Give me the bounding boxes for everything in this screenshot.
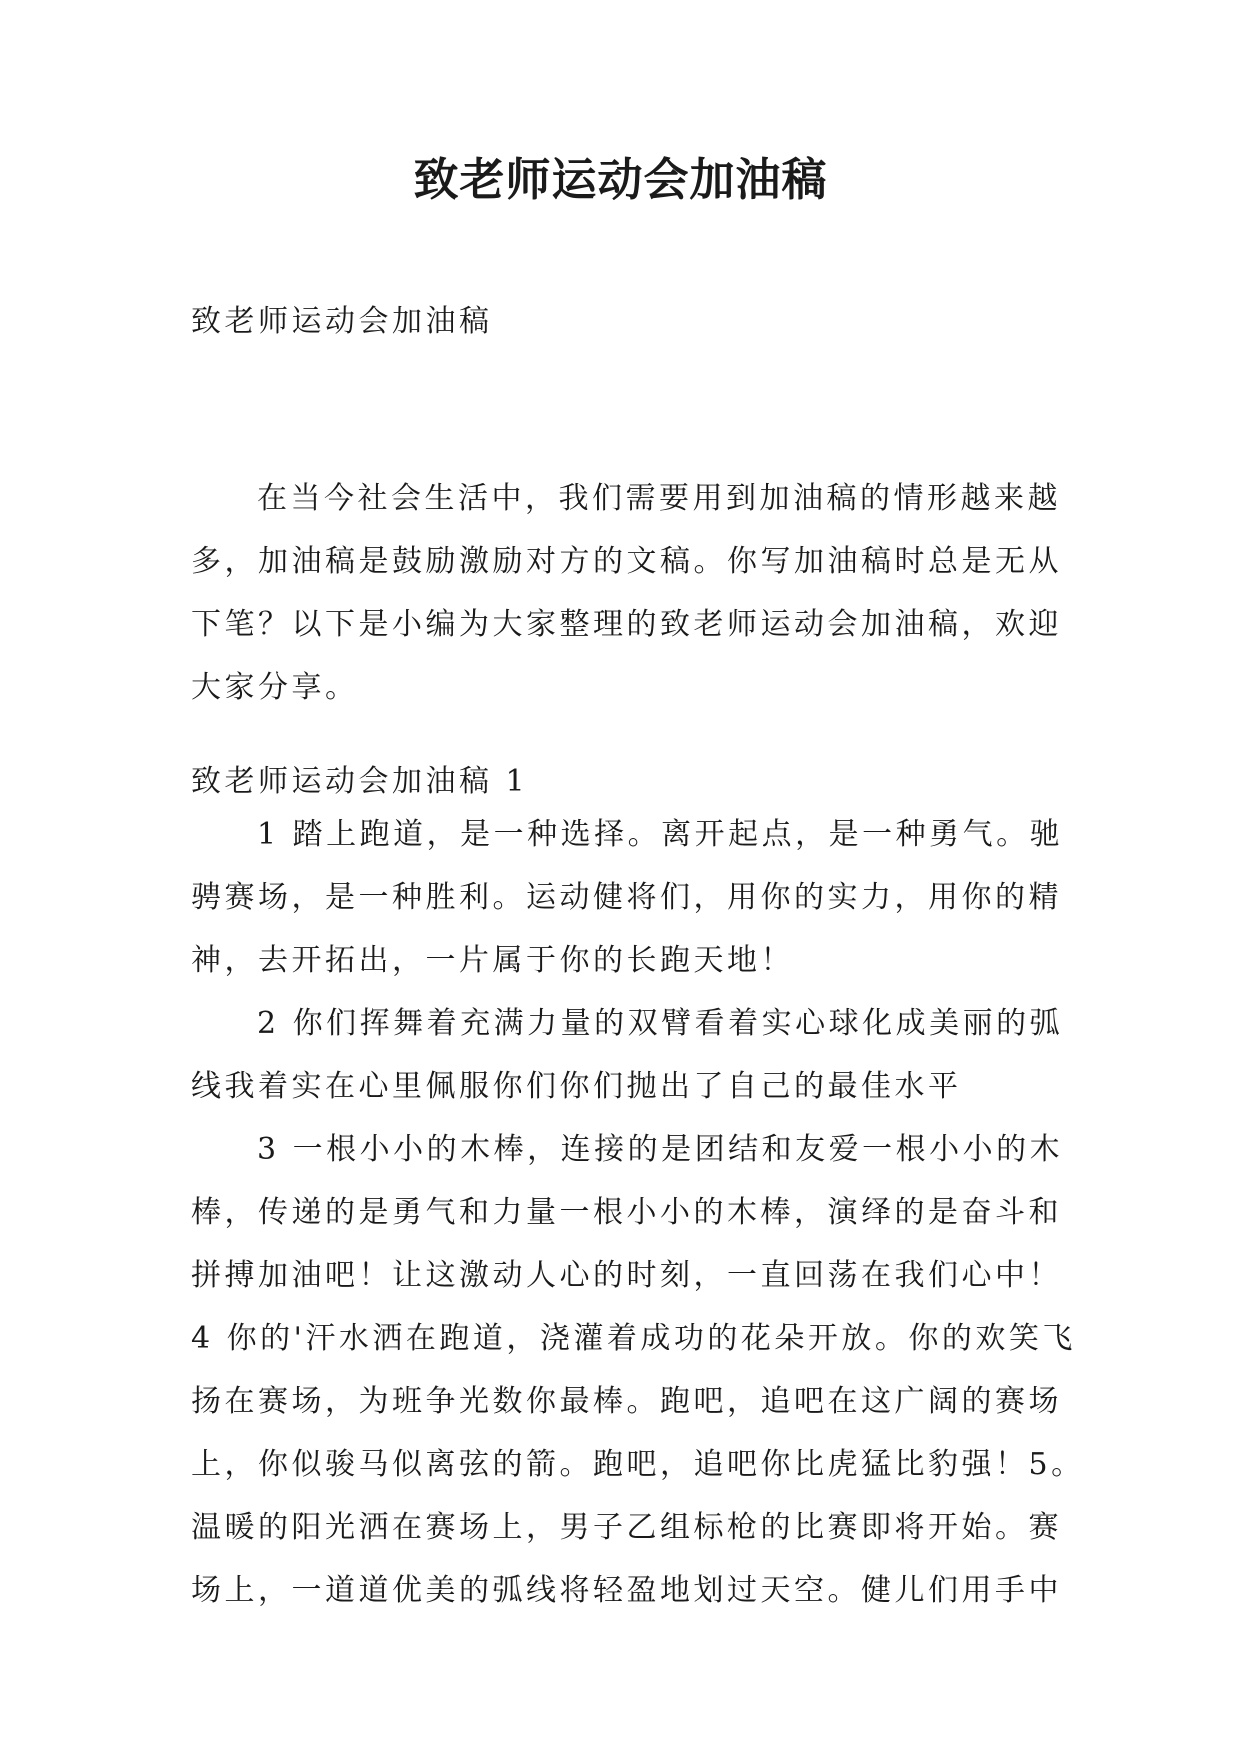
intro-line: 大家分享。: [191, 670, 359, 705]
entry-line: 神，去开拓出，一片属于你的长跑天地！: [191, 943, 794, 978]
cheer-entries: [191, 803, 1085, 1622]
entry-line: 温暖的阳光洒在赛场上，男子乙组标枪的比赛即将开始。赛: [191, 1510, 1062, 1545]
document-subtitle: 致老师运动会加油稿: [191, 304, 493, 339]
entry-line: 拼搏加油吧！让这激动人心的时刻，一直回荡在我们心中！: [191, 1258, 1062, 1293]
intro-paragraph: [191, 467, 1071, 719]
entry-line: 3 一根小小的木棒，连接的是团结和友爱一根小小的木: [257, 1132, 1064, 1167]
entry-line: 4 你的'汗水洒在跑道，浇灌着成功的花朵开放。你的欢笑飞: [191, 1321, 1076, 1356]
intro-line: 在当今社会生活中，我们需要用到加油稿的情形越来越: [257, 481, 1061, 516]
entry-line: 场上，一道道优美的弧线将轻盈地划过天空。健儿们用手中: [191, 1573, 1062, 1608]
intro-line: 下笔？以下是小编为大家整理的致老师运动会加油稿，欢迎: [191, 607, 1062, 642]
entry-line: 线我着实在心里佩服你们你们抛出了自己的最佳水平: [191, 1069, 962, 1104]
section-heading: 致老师运动会加油稿 1: [191, 764, 529, 799]
document-title: 致老师运动会加油稿: [413, 153, 828, 206]
entry-line: 2 你们挥舞着充满力量的双臂看着实心球化成美丽的弧: [257, 1006, 1064, 1041]
entry-line: 扬在赛场，为班争光数你最棒。跑吧，追吧在这广阔的赛场: [191, 1384, 1062, 1419]
entry-line: 棒，传递的是勇气和力量一根小小的木棒，演绎的是奋斗和: [191, 1195, 1062, 1230]
entry-line: 骋赛场，是一种胜利。运动健将们，用你的实力，用你的精: [191, 880, 1062, 915]
entry-line: 1 踏上跑道，是一种选择。离开起点，是一种勇气。驰: [257, 817, 1064, 852]
entry-line: 上，你似骏马似离弦的箭。跑吧，追吧你比虎猛比豹强！5。: [191, 1447, 1085, 1482]
intro-line: 多，加油稿是鼓励激励对方的文稿。你写加油稿时总是无从: [191, 544, 1062, 579]
